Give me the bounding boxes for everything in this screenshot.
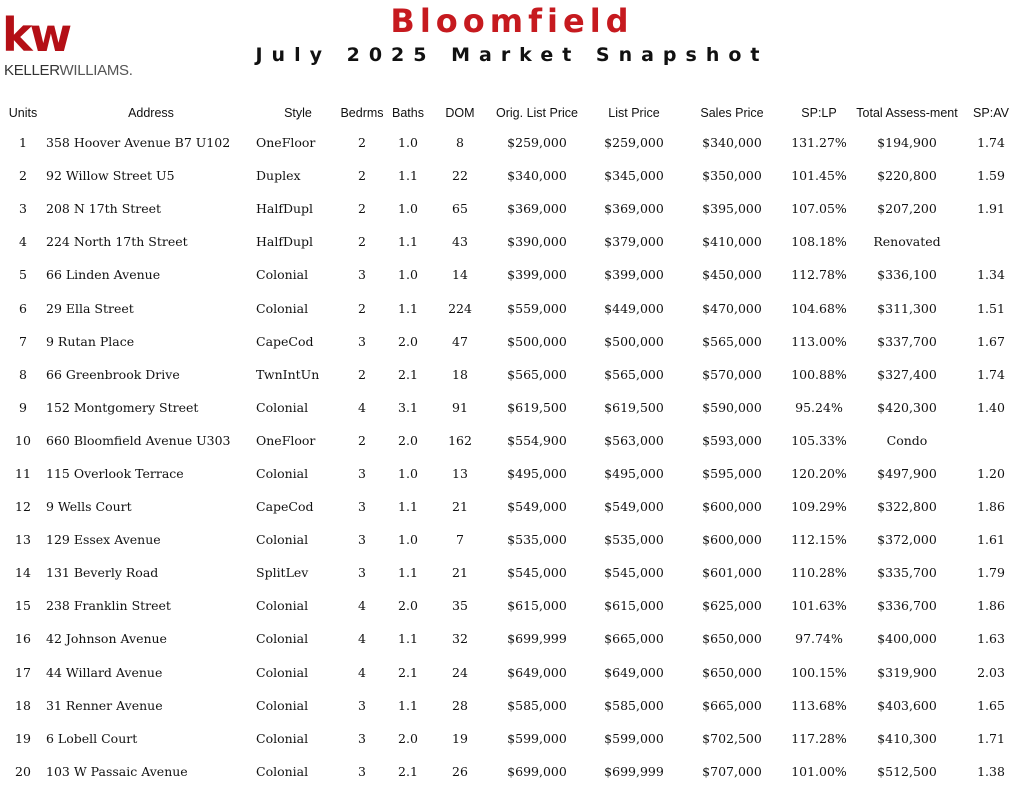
cell-sp-lp: 100.88% xyxy=(791,366,847,382)
cell-orig-list-price: $369,000 xyxy=(507,201,567,217)
cell-unit-number: 14 xyxy=(15,565,31,581)
cell-list-price: $549,000 xyxy=(604,499,664,515)
cell-baths: 1.1 xyxy=(398,631,418,647)
logo-text-bold: KELLER xyxy=(4,62,60,79)
cell-style: Colonial xyxy=(256,532,309,548)
cell-orig-list-price: $500,000 xyxy=(507,333,567,349)
cell-orig-list-price: $599,000 xyxy=(507,730,567,746)
cell-address: 224 North 17th Street xyxy=(46,234,188,250)
cell-bedrooms: 3 xyxy=(358,499,366,515)
cell-list-price: $585,000 xyxy=(604,697,664,713)
cell-sales-price: $595,000 xyxy=(702,465,762,481)
cell-dom: 32 xyxy=(452,631,468,647)
cell-style: Colonial xyxy=(256,664,309,680)
table-row xyxy=(0,523,1024,556)
cell-sp-av: 1.51 xyxy=(977,300,1005,316)
cell-dom: 65 xyxy=(452,201,468,217)
cell-style: HalfDupl xyxy=(256,234,314,250)
cell-sp-av: 1.71 xyxy=(977,730,1005,746)
cell-bedrooms: 2 xyxy=(358,432,366,448)
cell-baths: 3.1 xyxy=(398,399,418,415)
cell-address: 152 Montgomery Street xyxy=(46,399,199,415)
cell-sp-av: 1.61 xyxy=(977,532,1005,548)
cell-sales-price: $625,000 xyxy=(702,598,762,614)
cell-orig-list-price: $390,000 xyxy=(507,234,567,250)
cell-orig-list-price: $399,000 xyxy=(507,267,567,283)
cell-list-price: $615,000 xyxy=(604,598,664,614)
cell-bedrooms: 2 xyxy=(358,300,366,316)
column-header-dom: DOM xyxy=(445,106,475,120)
table-row xyxy=(0,656,1024,689)
cell-unit-number: 8 xyxy=(19,366,27,382)
cell-dom: 224 xyxy=(448,300,472,316)
cell-total-assessment: $400,000 xyxy=(877,631,937,647)
table-row xyxy=(0,722,1024,755)
cell-bedrooms: 3 xyxy=(358,565,366,581)
cell-style: Colonial xyxy=(256,465,309,481)
table-row xyxy=(0,159,1024,192)
cell-total-assessment: $207,200 xyxy=(877,201,937,217)
cell-baths: 2.0 xyxy=(398,598,418,614)
cell-orig-list-price: $585,000 xyxy=(507,697,567,713)
table-row xyxy=(0,258,1024,291)
cell-sp-av: 1.91 xyxy=(977,201,1005,217)
table-row xyxy=(0,457,1024,490)
cell-orig-list-price: $340,000 xyxy=(507,168,567,184)
cell-address: 44 Willard Avenue xyxy=(46,664,163,680)
cell-unit-number: 4 xyxy=(19,234,27,250)
cell-list-price: $379,000 xyxy=(604,234,664,250)
cell-total-assessment: $335,700 xyxy=(877,565,937,581)
cell-total-assessment: $220,800 xyxy=(877,168,937,184)
cell-bedrooms: 4 xyxy=(358,664,366,680)
cell-bedrooms: 4 xyxy=(358,399,366,415)
cell-unit-number: 3 xyxy=(19,201,27,217)
cell-baths: 2.0 xyxy=(398,333,418,349)
cell-total-assessment: $497,900 xyxy=(877,465,937,481)
column-header-baths: Baths xyxy=(392,106,424,120)
cell-sp-av: 1.65 xyxy=(977,697,1005,713)
cell-bedrooms: 2 xyxy=(358,234,366,250)
table-row xyxy=(0,589,1024,622)
cell-style: Duplex xyxy=(256,168,301,184)
cell-dom: 8 xyxy=(456,135,464,151)
cell-dom: 35 xyxy=(452,598,468,614)
cell-style: Colonial xyxy=(256,399,309,415)
cell-list-price: $369,000 xyxy=(604,201,664,217)
cell-unit-number: 5 xyxy=(19,267,27,283)
cell-orig-list-price: $615,000 xyxy=(507,598,567,614)
cell-orig-list-price: $259,000 xyxy=(507,135,567,151)
cell-orig-list-price: $495,000 xyxy=(507,465,567,481)
table-row xyxy=(0,424,1024,457)
cell-baths: 2.0 xyxy=(398,730,418,746)
cell-dom: 24 xyxy=(452,664,468,680)
cell-unit-number: 16 xyxy=(15,631,31,647)
cell-orig-list-price: $549,000 xyxy=(507,499,567,515)
cell-sales-price: $601,000 xyxy=(702,565,762,581)
market-snapshot-table xyxy=(0,80,1024,788)
cell-sp-lp: 131.27% xyxy=(791,135,847,151)
cell-baths: 1.1 xyxy=(398,697,418,713)
cell-orig-list-price: $649,000 xyxy=(507,664,567,680)
cell-orig-list-price: $545,000 xyxy=(507,565,567,581)
cell-style: Colonial xyxy=(256,763,309,779)
cell-style: TwnIntUn xyxy=(256,366,320,382)
cell-bedrooms: 4 xyxy=(358,631,366,647)
cell-list-price: $449,000 xyxy=(604,300,664,316)
cell-sales-price: $650,000 xyxy=(702,631,762,647)
cell-total-assessment: $194,900 xyxy=(877,135,937,151)
cell-unit-number: 10 xyxy=(15,432,31,448)
cell-baths: 1.1 xyxy=(398,300,418,316)
cell-total-assessment: $319,900 xyxy=(877,664,937,680)
cell-sales-price: $707,000 xyxy=(702,763,762,779)
cell-total-assessment: Condo xyxy=(886,432,928,448)
table-row xyxy=(0,325,1024,358)
cell-total-assessment: $322,800 xyxy=(877,499,937,515)
cell-address: 9 Wells Court xyxy=(46,499,132,515)
cell-unit-number: 17 xyxy=(15,664,31,680)
cell-list-price: $500,000 xyxy=(604,333,664,349)
cell-style: Colonial xyxy=(256,631,309,647)
cell-style: SplitLev xyxy=(256,565,309,581)
cell-unit-number: 18 xyxy=(15,697,31,713)
cell-list-price: $345,000 xyxy=(604,168,664,184)
cell-style: HalfDupl xyxy=(256,201,314,217)
cell-address: 31 Renner Avenue xyxy=(46,697,163,713)
cell-bedrooms: 3 xyxy=(358,532,366,548)
cell-bedrooms: 3 xyxy=(358,697,366,713)
kw-logo-mark: kw xyxy=(2,8,70,62)
cell-sales-price: $702,500 xyxy=(702,730,762,746)
cell-address: 92 Willow Street U5 xyxy=(46,168,175,184)
cell-address: 208 N 17th Street xyxy=(46,201,162,217)
cell-list-price: $535,000 xyxy=(604,532,664,548)
table-row xyxy=(0,622,1024,655)
table-row xyxy=(0,225,1024,258)
cell-sp-av xyxy=(958,225,1024,258)
cell-sp-av: 1.59 xyxy=(977,168,1005,184)
column-header-sp-av: SP:AV xyxy=(973,106,1009,120)
cell-dom: 21 xyxy=(452,565,468,581)
cell-sales-price: $470,000 xyxy=(702,300,762,316)
cell-baths: 2.1 xyxy=(398,366,418,382)
cell-bedrooms: 4 xyxy=(358,598,366,614)
cell-sales-price: $650,000 xyxy=(702,664,762,680)
table-row xyxy=(0,490,1024,523)
cell-unit-number: 9 xyxy=(19,399,27,415)
cell-list-price: $495,000 xyxy=(604,465,664,481)
cell-orig-list-price: $619,500 xyxy=(507,399,567,415)
cell-address: 129 Essex Avenue xyxy=(46,532,161,548)
cell-address: 103 W Passaic Avenue xyxy=(46,763,188,779)
cell-address: 131 Beverly Road xyxy=(46,565,159,581)
cell-dom: 43 xyxy=(452,234,468,250)
column-header-bedrooms: Bedrms xyxy=(340,106,384,120)
cell-dom: 22 xyxy=(452,168,468,184)
cell-sp-lp: 95.24% xyxy=(795,399,843,415)
cell-address: 66 Linden Avenue xyxy=(46,267,161,283)
cell-sp-lp: 109.29% xyxy=(791,499,847,515)
cell-list-price: $259,000 xyxy=(604,135,664,151)
cell-total-assessment: Renovated xyxy=(873,234,941,250)
cell-unit-number: 15 xyxy=(15,598,31,614)
cell-sp-av: 1.40 xyxy=(977,399,1005,415)
cell-list-price: $649,000 xyxy=(604,664,664,680)
cell-bedrooms: 2 xyxy=(358,135,366,151)
cell-address: 238 Franklin Street xyxy=(46,598,171,614)
cell-dom: 14 xyxy=(452,267,468,283)
table-row xyxy=(0,192,1024,225)
cell-unit-number: 11 xyxy=(15,465,31,481)
cell-sp-av: 1.86 xyxy=(977,598,1005,614)
cell-sp-av: 1.63 xyxy=(977,631,1005,647)
cell-sp-lp: 113.00% xyxy=(791,333,847,349)
cell-list-price: $545,000 xyxy=(604,565,664,581)
cell-address: 42 Johnson Avenue xyxy=(46,631,167,647)
cell-sales-price: $350,000 xyxy=(702,168,762,184)
logo-text-light: WILLIAMS. xyxy=(59,62,133,79)
cell-sales-price: $600,000 xyxy=(702,499,762,515)
column-header-style: Style xyxy=(284,106,312,120)
cell-bedrooms: 3 xyxy=(358,333,366,349)
cell-sp-lp: 101.45% xyxy=(791,168,847,184)
cell-sp-lp: 120.20% xyxy=(791,465,847,481)
cell-style: CapeCod xyxy=(256,499,314,515)
cell-dom: 162 xyxy=(448,432,472,448)
cell-baths: 2.1 xyxy=(398,664,418,680)
table-row xyxy=(0,291,1024,324)
cell-baths: 1.0 xyxy=(398,267,418,283)
cell-list-price: $619,500 xyxy=(604,399,664,415)
cell-dom: 7 xyxy=(456,532,464,548)
table-row xyxy=(0,556,1024,589)
cell-sp-av xyxy=(958,424,1024,457)
cell-sp-lp: 112.78% xyxy=(791,267,847,283)
cell-sp-lp: 105.33% xyxy=(791,432,847,448)
cell-bedrooms: 2 xyxy=(358,366,366,382)
cell-address: 6 Lobell Court xyxy=(46,730,138,746)
cell-total-assessment: $410,300 xyxy=(877,730,937,746)
cell-orig-list-price: $535,000 xyxy=(507,532,567,548)
cell-baths: 2.1 xyxy=(398,763,418,779)
column-header-sp-lp: SP:LP xyxy=(801,106,837,120)
cell-sales-price: $340,000 xyxy=(702,135,762,151)
cell-unit-number: 20 xyxy=(15,763,31,779)
cell-total-assessment: $336,700 xyxy=(877,598,937,614)
cell-total-assessment: $372,000 xyxy=(877,532,937,548)
cell-sp-av: 1.38 xyxy=(977,763,1005,779)
page-title: Bloomfield xyxy=(390,2,634,40)
column-header-list-price: List Price xyxy=(608,106,660,120)
cell-sp-av: 1.34 xyxy=(977,267,1005,283)
cell-list-price: $399,000 xyxy=(604,267,664,283)
cell-style: Colonial xyxy=(256,697,309,713)
cell-bedrooms: 2 xyxy=(358,168,366,184)
cell-sp-lp: 112.15% xyxy=(791,532,847,548)
cell-unit-number: 12 xyxy=(15,499,31,515)
column-header-address: Address xyxy=(128,106,174,120)
cell-baths: 1.0 xyxy=(398,201,418,217)
cell-sp-lp: 97.74% xyxy=(795,631,843,647)
table-row xyxy=(0,358,1024,391)
cell-orig-list-price: $554,900 xyxy=(507,432,567,448)
cell-address: 29 Ella Street xyxy=(46,300,134,316)
cell-dom: 21 xyxy=(452,499,468,515)
table-header-row xyxy=(0,80,1024,126)
cell-total-assessment: $420,300 xyxy=(877,399,937,415)
cell-sp-lp: 100.15% xyxy=(791,664,847,680)
cell-total-assessment: $337,700 xyxy=(877,333,937,349)
cell-dom: 47 xyxy=(452,333,468,349)
cell-sp-av: 1.20 xyxy=(977,465,1005,481)
table-row xyxy=(0,391,1024,424)
cell-dom: 28 xyxy=(452,697,468,713)
cell-address: 9 Rutan Place xyxy=(46,333,135,349)
cell-address: 660 Bloomfield Avenue U303 xyxy=(46,432,231,448)
cell-baths: 1.1 xyxy=(398,565,418,581)
cell-sales-price: $593,000 xyxy=(702,432,762,448)
cell-address: 358 Hoover Avenue B7 U102 xyxy=(46,135,231,151)
cell-style: Colonial xyxy=(256,267,309,283)
cell-orig-list-price: $565,000 xyxy=(507,366,567,382)
cell-sales-price: $570,000 xyxy=(702,366,762,382)
cell-dom: 19 xyxy=(452,730,468,746)
cell-total-assessment: $403,600 xyxy=(877,697,937,713)
cell-sales-price: $565,000 xyxy=(702,333,762,349)
cell-address: 115 Overlook Terrace xyxy=(46,465,184,481)
cell-sales-price: $395,000 xyxy=(702,201,762,217)
cell-style: CapeCod xyxy=(256,333,314,349)
cell-unit-number: 7 xyxy=(19,333,27,349)
column-header-total-assessment: Total Assess-ment xyxy=(856,106,958,120)
cell-total-assessment: $336,100 xyxy=(877,267,937,283)
cell-style: Colonial xyxy=(256,730,309,746)
cell-sp-lp: 110.28% xyxy=(791,565,847,581)
cell-baths: 1.0 xyxy=(398,135,418,151)
cell-dom: 13 xyxy=(452,465,468,481)
cell-unit-number: 1 xyxy=(19,135,27,151)
cell-sales-price: $590,000 xyxy=(702,399,762,415)
cell-dom: 18 xyxy=(452,366,468,382)
cell-sales-price: $665,000 xyxy=(702,697,762,713)
cell-sp-lp: 117.28% xyxy=(791,730,847,746)
cell-sales-price: $600,000 xyxy=(702,532,762,548)
cell-sp-lp: 104.68% xyxy=(791,300,847,316)
cell-sp-av: 1.74 xyxy=(977,366,1005,382)
cell-list-price: $563,000 xyxy=(604,432,664,448)
cell-sp-lp: 113.68% xyxy=(791,697,847,713)
cell-sp-av: 1.67 xyxy=(977,333,1005,349)
cell-style: OneFloor xyxy=(256,135,316,151)
cell-baths: 1.0 xyxy=(398,465,418,481)
cell-dom: 26 xyxy=(452,763,468,779)
cell-orig-list-price: $699,999 xyxy=(507,631,567,647)
cell-baths: 1.1 xyxy=(398,499,418,515)
cell-style: OneFloor xyxy=(256,432,316,448)
cell-bedrooms: 3 xyxy=(358,730,366,746)
column-header-orig-list-price: Orig. List Price xyxy=(496,106,578,120)
cell-dom: 91 xyxy=(452,399,468,415)
cell-sales-price: $410,000 xyxy=(702,234,762,250)
cell-style: Colonial xyxy=(256,598,309,614)
cell-baths: 1.1 xyxy=(398,168,418,184)
cell-sales-price: $450,000 xyxy=(702,267,762,283)
cell-address: 66 Greenbrook Drive xyxy=(46,366,180,382)
cell-total-assessment: $311,300 xyxy=(877,300,937,316)
cell-bedrooms: 3 xyxy=(358,267,366,283)
cell-unit-number: 2 xyxy=(19,168,27,184)
cell-sp-lp: 108.18% xyxy=(791,234,847,250)
cell-sp-lp: 101.00% xyxy=(791,763,847,779)
cell-bedrooms: 3 xyxy=(358,763,366,779)
page-subtitle: July 2025 Market Snapshot xyxy=(255,44,769,66)
cell-list-price: $599,000 xyxy=(604,730,664,746)
cell-baths: 1.0 xyxy=(398,532,418,548)
cell-total-assessment: $512,500 xyxy=(877,763,937,779)
cell-sp-lp: 101.63% xyxy=(791,598,847,614)
cell-unit-number: 13 xyxy=(15,532,31,548)
cell-sp-av: 2.03 xyxy=(977,664,1005,680)
cell-baths: 1.1 xyxy=(398,234,418,250)
cell-baths: 2.0 xyxy=(398,432,418,448)
table-body xyxy=(0,126,1024,788)
cell-unit-number: 19 xyxy=(15,730,31,746)
cell-sp-av: 1.74 xyxy=(977,135,1005,151)
cell-unit-number: 6 xyxy=(19,300,27,316)
cell-list-price: $699,999 xyxy=(604,763,664,779)
column-header-sales-price: Sales Price xyxy=(700,106,764,120)
cell-list-price: $665,000 xyxy=(604,631,664,647)
cell-orig-list-price: $699,000 xyxy=(507,763,567,779)
table-row xyxy=(0,755,1024,788)
column-header-units: Units xyxy=(8,106,38,120)
cell-list-price: $565,000 xyxy=(604,366,664,382)
cell-bedrooms: 2 xyxy=(358,201,366,217)
cell-sp-av: 1.79 xyxy=(977,565,1005,581)
cell-sp-av: 1.86 xyxy=(977,499,1005,515)
cell-bedrooms: 3 xyxy=(358,465,366,481)
table-row xyxy=(0,689,1024,722)
cell-total-assessment: $327,400 xyxy=(877,366,937,382)
table-row xyxy=(0,126,1024,159)
cell-orig-list-price: $559,000 xyxy=(507,300,567,316)
cell-sp-lp: 107.05% xyxy=(791,201,847,217)
cell-style: Colonial xyxy=(256,300,309,316)
